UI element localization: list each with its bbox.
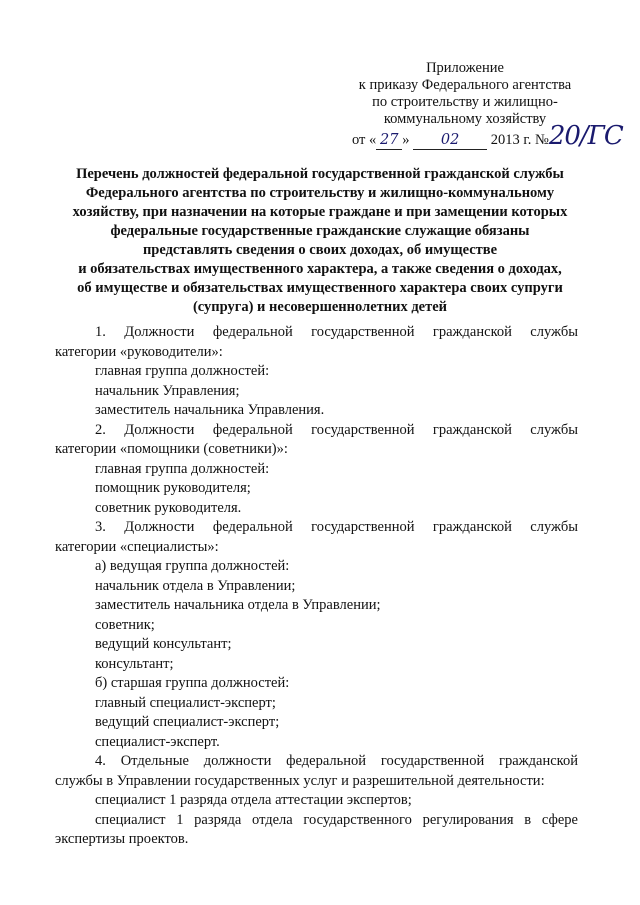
list-item: консультант; — [95, 655, 174, 672]
title-line: Федерального агентства по строительству и жилищно-коммунальному — [85, 185, 555, 201]
list-item: специалист 1 разряда отдела государственного регулирования в сфере — [95, 811, 578, 828]
list-item-continuation: экспертизы проектов. — [55, 831, 189, 847]
list-item: начальник отдела в Управлении; — [95, 577, 296, 594]
section-1-category: категории «руководители»: — [55, 343, 223, 360]
document-body — [55, 323, 578, 850]
document-title — [55, 165, 585, 317]
list-item: главная группа должностей: — [95, 363, 270, 379]
order-number: 20/ГС — [548, 121, 623, 151]
section-1-heading: 1. Должности федеральной государственной гражданской службы — [95, 324, 578, 340]
list-item: советник; — [95, 616, 155, 633]
title-line: и обязательствах имущественного характера, а также сведения о доходах, — [78, 261, 562, 277]
annex-block — [330, 60, 623, 152]
title-line: федеральные государственные гражданские служащие обязаны — [110, 223, 530, 239]
annex-title: Приложение — [426, 60, 504, 76]
annex-line: к приказу Федерального агентства — [358, 77, 572, 93]
section-3-heading: 3. Должности федеральной государственной гражданской службы — [95, 519, 578, 535]
list-item: б) старшая группа должностей: — [95, 675, 290, 691]
order-month: 02 — [413, 132, 487, 150]
list-item: начальник Управления; — [95, 382, 240, 399]
list-item: заместитель начальника Управления. — [95, 402, 325, 418]
list-item: советник руководителя. — [95, 499, 242, 516]
title-line: (супруга) и несовершеннолетних детей — [192, 299, 448, 315]
list-item: главный специалист-эксперт; — [95, 694, 276, 711]
title-line: хозяйству, при назначении на которые граждане и при замещении которых — [72, 204, 568, 220]
title-line: об имуществе и обязательствах имущественного характера своих супруги — [77, 280, 563, 296]
annex-line: коммунальному хозяйству — [383, 111, 547, 127]
list-item: специалист-эксперт. — [95, 733, 220, 750]
title-line: Перечень должностей федеральной государственной гражданской службы — [76, 166, 564, 182]
annex-line: по строительству и жилищно- — [372, 94, 558, 110]
section-3-category: категории «специалисты»: — [55, 538, 219, 555]
title-line: представлять сведения о своих доходах, об имуществе — [142, 242, 498, 258]
order-day: 27 — [376, 132, 402, 150]
list-item: специалист 1 разряда отдела аттестации экспертов; — [95, 792, 412, 808]
list-item: ведущий консультант; — [95, 636, 232, 652]
list-item: заместитель начальника отдела в Управлении; — [95, 597, 381, 613]
list-item: а) ведущая группа должностей: — [95, 558, 290, 574]
list-item: главная группа должностей: — [95, 460, 270, 477]
order-date-line: от « 27 » 02 2013 г. №20/ГС — [352, 121, 623, 151]
section-2-category: категории «помощники (советники)»: — [55, 441, 288, 457]
list-item: помощник руководителя; — [95, 480, 251, 496]
section-4-continuation: службы в Управлении государственных услуг и разрешительной деятельности: — [55, 772, 545, 789]
list-item: ведущий специалист-эксперт; — [95, 714, 280, 730]
section-2-heading: 2. Должности федеральной государственной гражданской службы — [95, 421, 578, 438]
section-4-heading: 4. Отдельные должности федеральной государственной гражданской — [95, 753, 578, 769]
